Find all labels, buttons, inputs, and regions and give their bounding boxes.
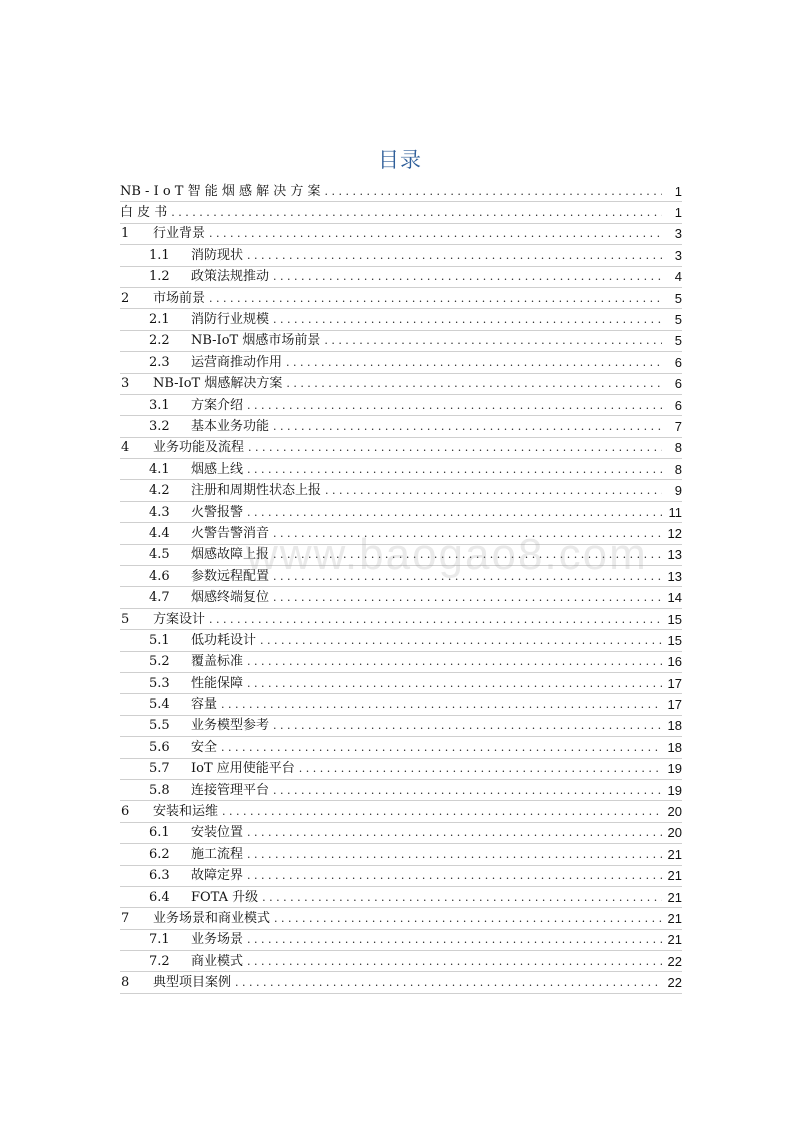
toc-entry-page-number: 8: [674, 461, 682, 477]
toc-entry[interactable]: [120, 331, 682, 352]
toc-entry-title: 故障定界: [191, 868, 244, 884]
toc-entry-number: 7: [121, 910, 130, 926]
toc-entry-number: 1.1: [149, 247, 170, 263]
toc-entry-title: 市场前景: [153, 290, 206, 306]
toc-entry-title: 商业模式: [191, 953, 244, 969]
toc-entry[interactable]: [120, 416, 682, 437]
toc-entry-title: 方案介绍: [191, 397, 244, 413]
toc-entry-leader: [247, 464, 662, 475]
toc-entry[interactable]: [120, 630, 682, 651]
toc-entry-leader: [247, 678, 662, 689]
toc-entry-leader: [209, 614, 662, 625]
toc-entry-title: 基本业务功能: [191, 418, 270, 434]
toc-entry-page-number: 15: [667, 611, 682, 627]
toc-entry-leader: [247, 870, 662, 881]
toc-entry-leader: [247, 656, 662, 667]
toc-entry-title: 运营商推动作用: [191, 354, 283, 370]
toc-entry[interactable]: [120, 780, 682, 801]
toc-entry-title: 连接管理平台: [191, 782, 270, 798]
toc-entry-number: 4.5: [149, 547, 170, 563]
toc-entry[interactable]: [120, 245, 682, 266]
toc-entry-number: 8: [121, 975, 130, 991]
toc-entry-number: 6.1: [149, 825, 170, 841]
toc-entry-page-number: 22: [667, 975, 682, 991]
toc-entry[interactable]: [120, 352, 682, 373]
toc-entry-page-number: 9: [674, 483, 682, 499]
toc-entry-title: 白 皮 书: [120, 205, 168, 221]
toc-entry-page-number: 6: [674, 397, 682, 413]
toc-entry-page-number: 18: [667, 718, 682, 734]
toc-entry-leader: [260, 635, 662, 646]
toc-entry-leader: [222, 806, 662, 817]
toc-entry-title: 业务模型参考: [191, 718, 270, 734]
toc-entry[interactable]: [120, 502, 682, 523]
toc-entry-leader: [325, 186, 662, 197]
toc-entry-page-number: 17: [667, 697, 682, 713]
toc-entry-leader: [325, 485, 662, 496]
toc-entry-page-number: 13: [667, 547, 682, 563]
toc-entry-page-number: 5: [674, 333, 682, 349]
toc-entry-title: 典型项目案例: [153, 975, 232, 991]
toc-entry-leader: [209, 293, 662, 304]
toc-entry[interactable]: [120, 759, 682, 780]
toc-entry-title: IoT 应用使能平台: [191, 761, 295, 777]
toc-entry-leader: [273, 785, 662, 796]
toc-entry-number: 4.1: [149, 461, 170, 477]
toc-entry-page-number: 15: [667, 632, 682, 648]
toc-entry[interactable]: [120, 459, 682, 480]
toc-entry-number: 7.1: [149, 932, 170, 948]
toc-entry-title: 安全: [191, 739, 218, 755]
toc-entry-title: 容量: [191, 697, 218, 713]
toc-entry-page-number: 19: [667, 782, 682, 798]
toc-entry[interactable]: [120, 951, 682, 972]
toc-entry[interactable]: [120, 587, 682, 608]
toc-entry-title: 施工流程: [191, 846, 244, 862]
toc-entry-number: 4.4: [149, 525, 170, 541]
toc-entry-page-number: 14: [667, 590, 682, 606]
toc-entry-page-number: 21: [667, 932, 682, 948]
table-of-contents: [120, 181, 682, 994]
toc-entry-title: 安装位置: [191, 825, 244, 841]
toc-entry-page-number: 12: [667, 525, 682, 541]
toc-entry-leader: [247, 507, 662, 518]
watermark: www.baogao8.com: [246, 530, 648, 579]
toc-entry[interactable]: [120, 566, 682, 587]
toc-entry-number: 1: [121, 226, 130, 242]
toc-entry-number: 5.4: [149, 697, 170, 713]
toc-entry-number: 3.2: [149, 418, 170, 434]
toc-entry-number: 2.2: [149, 333, 170, 349]
toc-entry[interactable]: [120, 652, 682, 673]
toc-entry[interactable]: [120, 545, 682, 566]
toc-entry-title: 烟感故障上报: [191, 547, 270, 563]
toc-entry-number: 7.2: [149, 953, 170, 969]
toc-entry-page-number: 1: [674, 183, 682, 199]
toc-entry-number: 5: [121, 611, 130, 627]
toc-entry-number: 5.8: [149, 782, 170, 798]
toc-entry-leader: [221, 699, 662, 710]
toc-entry-number: 6.4: [149, 889, 170, 905]
toc-entry-page-number: 11: [668, 504, 682, 520]
toc-entry-number: 5.7: [149, 761, 170, 777]
toc-entry[interactable]: [120, 480, 682, 501]
toc-entry[interactable]: [120, 930, 682, 951]
toc-entry-title: 安装和运维: [153, 804, 219, 820]
toc-entry-leader: [248, 442, 662, 453]
toc-entry-leader: [209, 228, 662, 239]
toc-entry-number: 6: [121, 804, 130, 820]
toc-entry-leader: [221, 742, 662, 753]
toc-entry-number: 1.2: [149, 269, 170, 285]
toc-entry-number: 5.1: [149, 632, 170, 648]
toc-entry[interactable]: [120, 288, 682, 309]
toc-entry-page-number: 22: [667, 953, 682, 969]
toc-entry-leader: [235, 977, 662, 988]
toc-entry-title: NB-IoT 烟感市场前景: [191, 333, 321, 349]
toc-entry-title: 政策法规推动: [191, 269, 270, 285]
toc-entry-title: 参数远程配置: [191, 568, 270, 584]
toc-entry-leader: [247, 956, 662, 967]
toc-entry-leader: [299, 763, 662, 774]
toc-entry-page-number: 17: [667, 675, 682, 691]
toc-entry-page-number: 5: [674, 312, 682, 328]
toc-title: 目录: [378, 148, 422, 172]
toc-entry-leader: [247, 827, 662, 838]
toc-entry-leader: [247, 250, 662, 261]
toc-entry-leader: [324, 335, 662, 346]
toc-entry-leader: [273, 314, 662, 325]
toc-entry-number: 5.3: [149, 675, 170, 691]
toc-entry-title: 行业背景: [153, 226, 206, 242]
toc-entry-title: 注册和周期性状态上报: [191, 483, 322, 499]
toc-entry-page-number: 21: [667, 846, 682, 862]
toc-entry[interactable]: [120, 866, 682, 887]
toc-entry-title: 低功耗设计: [191, 632, 257, 648]
toc-entry[interactable]: [120, 395, 682, 416]
toc-entry-page-number: 16: [667, 654, 682, 670]
toc-entry-leader: [273, 592, 662, 603]
toc-entry-number: 4.2: [149, 483, 170, 499]
toc-entry[interactable]: [120, 202, 682, 223]
toc-entry[interactable]: [120, 609, 682, 630]
toc-entry[interactable]: [120, 801, 682, 822]
toc-entry-title: 业务功能及流程: [153, 440, 245, 456]
toc-entry[interactable]: [120, 181, 682, 202]
toc-entry-title: 业务场景: [191, 932, 244, 948]
toc-entry-page-number: 13: [667, 568, 682, 584]
toc-entry-leader: [273, 549, 662, 560]
toc-entry-leader: [247, 934, 662, 945]
toc-entry[interactable]: [120, 908, 682, 929]
toc-entry[interactable]: [120, 673, 682, 694]
toc-entry-page-number: 21: [667, 910, 682, 926]
toc-entry-title: 火警告警消音: [191, 525, 270, 541]
toc-entry[interactable]: [120, 716, 682, 737]
toc-entry-page-number: 3: [674, 247, 682, 263]
toc-entry-leader: [273, 421, 662, 432]
toc-entry[interactable]: [120, 844, 682, 865]
toc-entry[interactable]: [120, 267, 682, 288]
toc-entry-title: 烟感上线: [191, 461, 244, 477]
toc-entry-page-number: 8: [674, 440, 682, 456]
toc-entry[interactable]: [120, 887, 682, 908]
toc-entry-title: 消防行业规模: [191, 312, 270, 328]
toc-entry-title: 业务场景和商业模式: [153, 910, 271, 926]
toc-entry[interactable]: [120, 438, 682, 459]
toc-entry-title: NB - I o T 智 能 烟 感 解 决 方 案: [120, 183, 321, 199]
toc-entry-page-number: 6: [674, 376, 682, 392]
toc-entry-page-number: 20: [667, 825, 682, 841]
toc-entry-leader: [273, 271, 662, 282]
toc-entry[interactable]: [120, 523, 682, 544]
toc-entry-leader: [286, 378, 662, 389]
toc-entry-title: 消防现状: [191, 247, 244, 263]
toc-entry-leader: [273, 720, 662, 731]
toc-entry-number: 6.3: [149, 868, 170, 884]
toc-entry-number: 4.7: [149, 590, 170, 606]
toc-entry-number: 2: [121, 290, 130, 306]
toc-entry-number: 3.1: [149, 397, 170, 413]
toc-entry[interactable]: [120, 374, 682, 395]
toc-entry-leader: [274, 913, 662, 924]
toc-entry-number: 4: [121, 440, 130, 456]
toc-entry[interactable]: [120, 737, 682, 758]
toc-entry-number: 4.6: [149, 568, 170, 584]
toc-entry-page-number: 5: [674, 290, 682, 306]
toc-entry-leader: [273, 528, 662, 539]
toc-entry[interactable]: [120, 224, 682, 245]
toc-entry-title: 性能保障: [191, 675, 244, 691]
toc-entry-number: 2.3: [149, 354, 170, 370]
toc-entry-page-number: 6: [674, 354, 682, 370]
toc-entry-number: 5.6: [149, 739, 170, 755]
toc-entry-page-number: 20: [667, 804, 682, 820]
toc-entry-page-number: 1: [674, 205, 682, 221]
toc-entry-number: 5.2: [149, 654, 170, 670]
toc-entry-number: 5.5: [149, 718, 170, 734]
toc-entry-leader: [286, 357, 662, 368]
toc-entry-title: 覆盖标准: [191, 654, 244, 670]
toc-entry-title: 烟感终端复位: [191, 590, 270, 606]
toc-entry-title: 方案设计: [153, 611, 206, 627]
toc-entry-page-number: 3: [674, 226, 682, 242]
toc-entry-leader: [247, 849, 662, 860]
toc-entry-title: 火警报警: [191, 504, 244, 520]
toc-entry-title: NB-IoT 烟感解决方案: [153, 376, 283, 392]
toc-entry-leader: [273, 571, 662, 582]
toc-entry-number: 4.3: [149, 504, 170, 520]
toc-entry-page-number: 18: [667, 739, 682, 755]
toc-entry-number: 2.1: [149, 312, 170, 328]
toc-entry-number: 3: [121, 376, 130, 392]
toc-entry-page-number: 21: [667, 868, 682, 884]
toc-entry-page-number: 4: [674, 269, 682, 285]
toc-entry-title: FOTA 升级: [191, 889, 259, 905]
toc-entry-number: 6.2: [149, 846, 170, 862]
toc-entry-leader: [262, 892, 662, 903]
toc-entry-leader: [171, 207, 662, 218]
toc-entry-leader: [247, 400, 662, 411]
toc-entry[interactable]: [120, 694, 682, 715]
toc-entry[interactable]: [120, 972, 682, 993]
toc-entry-page-number: 7: [674, 418, 682, 434]
toc-entry-page-number: 21: [667, 889, 682, 905]
toc-entry[interactable]: [120, 309, 682, 330]
toc-entry-page-number: 19: [667, 761, 682, 777]
toc-entry[interactable]: [120, 823, 682, 844]
